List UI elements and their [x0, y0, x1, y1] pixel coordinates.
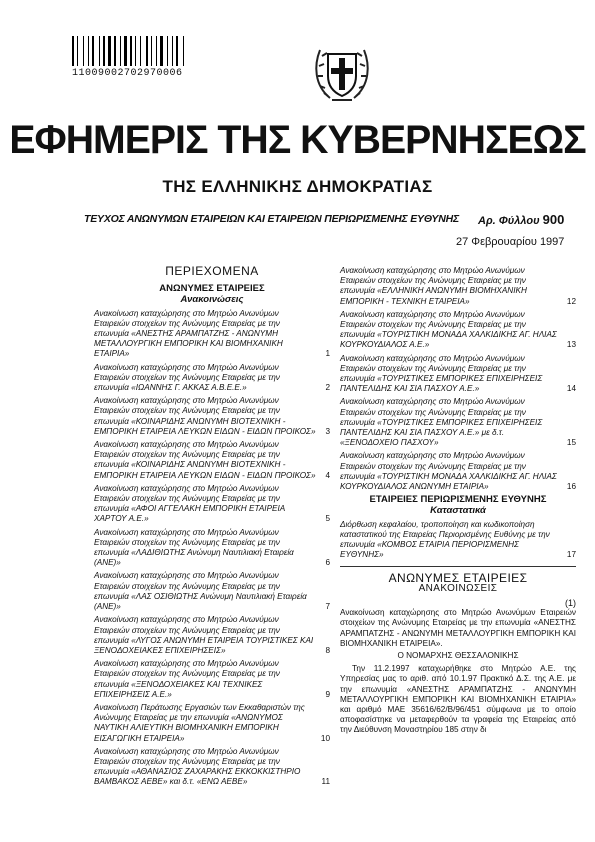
contents-entry-text: Ανακοίνωση καταχώρησης στο Μητρώο Ανωνύμων Εταιρειών στοιχείων της Ανώνυμης Εταιρείας με την επωνυμία «ΤΟΥΡΙΣΤΙΚΕΣ ΕΜΠΟΡΙΚΕΣ ΕΠΙΧΕΙΡΗΣΕΙΣ ΠΑΝΤΕΛΙΔΗΣ ΚΑΙ ΣΙΑ ΠΑΣΧΟΥ Α.Ε.» — [340, 353, 543, 394]
barcode-bar — [153, 36, 155, 66]
barcode-bar — [79, 36, 82, 66]
barcode-bar — [140, 36, 141, 66]
contents-list — [94, 309, 330, 788]
contents-entry-text: Διόρθωση κεφαλαίου, τροποποίηση και κωδικοποίηση καταστατικού της Εταιρείας Περιορισμένης Ευθύνης με την επωνυμία «ΚΟΜΒΟΣ ΕΤΑΙΡΙΑ ΠΕΡΙΟΡΙΣΜΕΝΗΣ ΕΥΘΥΝΗΣ» — [340, 519, 550, 560]
contents-entry-text: Ανακοίνωση Περάτωσης Εργασιών των Εκκαθαριστών της Ανώνυμης Εταιρείας με την επωνυμία «ΑΝΩΝΥΜΟΣ ΝΑΥΤΙΚΗ ΑΛΙΕΥΤΙΚΗ ΒΙΟΜΗΧΑΝΙΚΗ ΕΜΠΟΡΙΚΗ ΕΙΣΑΓΩΓΙΚΗ ΕΤΑΙΡΕΙΑ» — [94, 702, 305, 743]
barcode-bar — [176, 36, 178, 66]
contents-entry — [340, 354, 576, 395]
section2-heading: ΕΤΑΙΡΕΙΕΣ ΠΕΡΙΩΡΙΣΜΕΝΗΣ ΕΥΘΥΝΗΣ — [369, 494, 547, 506]
barcode-bar — [124, 36, 127, 66]
contents-entry — [94, 528, 330, 569]
sheet-number-value: 900 — [542, 212, 565, 227]
contents-entry-page: 10 — [320, 733, 330, 743]
contents-entry-text: Ανακοίνωση καταχώρησης στο Μητρώο Ανωνύμων Εταιρειών στοιχείων της Ανώνυμης Εταιρείας με την επωνυμία «ΕΛΛΗΝΙΚΗ ΑΝΩΝΥΜΗ ΒΙΟΜΗΧΑΝΙΚΗ ΕΜΠΟΡΙΚΗ - ΤΕΧΝΙΚΗ ΕΤΑΙΡΕΙΑ» — [340, 266, 527, 306]
notice-intro: Ανακοίνωση καταχώρησης στο Μητρώο Ανωνύμων Εταιρειών στοιχείων της Ανώνυμης Εταιρείας με την επωνυμία «ΑΝΕΣΤΗΣ ΑΡΑΜΠΑΤΖΗΣ - ΑΝΩΝΥΜΗ ΜΕΤΑΛΛΟΥΡΓΙΚΗ ΕΜΠΟΡΙΚΗ ΚΑΙ ΒΙΟΜΗΧΑΝΙΚΗ ΕΤΑΙΡΕΙΑ». — [340, 608, 576, 648]
contents-entry-page: 17 — [566, 550, 576, 560]
main-subsection-heading: ΑΝΑΚΟΙΝΩΣΕΙΣ — [418, 582, 498, 594]
barcode-bar — [164, 36, 166, 66]
barcode-bar — [179, 36, 182, 66]
barcode — [72, 36, 212, 66]
contents-entry-text: Ανακοίνωση καταχώρησης στο Μητρώο Ανωνύμων Εταιρειών στοιχείων της Ανώνυμης Εταιρείας με την επωνυμία «ΛΥΓΟΣ ΑΝΩΝΥΜΗ ΕΤΑΙΡΕΙΑ ΤΟΥΡΙΣΤΙΚΕΣ ΚΑΙ ΞΕΝΟΔΟΧΕΙΑΚΕΣ ΕΠΙΧΕΙΡΗΣΕΙΣ» — [94, 615, 314, 655]
barcode-bar — [112, 36, 113, 66]
contents-entry-page: 2 — [325, 383, 330, 393]
contents-entry-page: 9 — [325, 689, 330, 699]
sheet-label: Αρ. Φύλλου — [478, 215, 540, 227]
contents-entry — [94, 659, 330, 700]
contents-entry-page: 4 — [325, 470, 330, 480]
barcode-bar — [135, 36, 136, 66]
contents-list-continued — [340, 266, 576, 492]
barcode-bar — [174, 36, 175, 66]
barcode-bar — [146, 36, 148, 66]
subsection2-heading: Καταστατικά — [430, 505, 486, 517]
contents-entry-text: Ανακοίνωση καταχώρησης στο Μητρώο Ανωνύμων Εταιρειών στοιχείων της Ανώνυμης Εταιρείας με την επωνυμία «ΤΟΥΡΙΣΤΙΚΕΣ ΕΜΠΟΡΙΚΕΣ ΕΠΙΧΕΙΡΗΣΕΙΣ ΠΑΝΤΕΛΙΔΗΣ ΚΑΙ ΣΙΑ ΠΑΣΧΟΥ Α.Ε.» με δ.τ. «ΞΕΝΟΔΟΧΕΙΟ ΠΑΣΧΟΥ» — [340, 397, 543, 448]
barcode-bar — [142, 36, 145, 66]
subsection-heading: Ανακοινώσεις — [180, 294, 244, 306]
barcode-bar — [167, 36, 168, 66]
contents-entry — [94, 615, 330, 656]
barcode-bar — [108, 36, 111, 66]
barcode-bar — [83, 36, 84, 66]
barcode-bar — [158, 36, 159, 66]
barcode-bar — [99, 36, 100, 66]
contents-entry-page: 1 — [325, 349, 330, 359]
barcode-bar — [172, 36, 173, 66]
barcode-bar — [151, 36, 152, 66]
notice-body: Την 11.2.1997 καταχωρήθηκε στο Μητρώο Α.Ε. της Υπηρεσίας μας το αριθ. από 10.1.97 Πρακτικό Δ.Σ. της Α.Ε. με την επωνυμία «ΑΝΕΣΤΗΣ ΑΡΑΜΠΑΤΖΗΣ - ΑΝΩΝΥΜΗ ΜΕΤΑΛΛΟΥΡΓΙΚΗ ΕΜΠΟΡΙΚΗ ΚΑΙ ΒΙΟΜΗΧΑΝΙΚΗ ΕΤΑΙΡΙΑ» και αριθμό ΜΑΕ 35616/62/Β/96/451 σύμφωνα με το οποίο αποφασίστηκε να μεταφερθούν τα γραφεία της Εταιρείας από την Διεύθυνση Μοναστηρίου 185 στην δι — [340, 664, 576, 735]
barcode-bar — [90, 36, 91, 66]
section-heading: ΑΝΩΝΥΜΕΣ ΕΤΑΙΡΕΙΕΣ — [159, 283, 265, 295]
contents-entry-text: Ανακοίνωση καταχώρησης στο Μητρώο Ανωνύμων Εταιρειών στοιχείων της Ανώνυμης Εταιρείας με την επωνυμία «ΚΟΙΝΑΡΙΔΗΣ ΑΝΩΝΥΜΗ ΒΙΟΤΕΧΝΙΚΗ - ΕΜΠΟΡΙΚΗ ΕΤΑΙΡΕΙΑ ΛΕΥΚΩΝ ΕΙΔΩΝ - ΕΙΔΩΝ ΠΡΟΙΚΟΣ» — [94, 396, 316, 436]
contents-entry-text: Ανακοίνωση καταχώρησης στο Μητρώο Ανωνύμων Εταιρειών στοιχείων της Ανώνυμης Εταιρείας με την επωνυμία «ΚΟΙΝΑΡΙΔΗΣ ΑΝΩΝΥΜΗ ΒΙΟΤΕΧΝΙΚΗ - ΕΜΠΟΡΙΚΗ ΕΤΑΙΡΕΙΑ ΛΕΥΚΩΝ ΕΙΔΩΝ - ΕΙΔΩΝ ΠΡΟΙΚΟΣ» — [94, 440, 316, 480]
contents-entry-text: Ανακοίνωση καταχώρησης στο Μητρώο Ανωνύμων Εταιρειών στοιχείων της Ανώνυμης Εταιρείας με την επωνυμία «ΛΑΣ ΟΣΙΘΙΩΤΗΣ Ανώνυμη Ναυτιλιακή Εταιρεία (ΑΝΕ)» — [94, 571, 307, 612]
contents-entry — [94, 703, 330, 744]
barcode-bar — [169, 36, 171, 66]
barcode-bar — [92, 36, 94, 66]
barcode-bar — [103, 36, 105, 66]
contents-entry-page: 6 — [325, 558, 330, 568]
barcode-bar — [117, 36, 119, 66]
contents-entry-text: Ανακοίνωση καταχώρησης στο Μητρώο Ανωνύμων Εταιρειών στοιχείων της Ανώνυμης Εταιρείας με την επωνυμία «ΤΟΥΡΙΣΤΙΚΗ ΜΟΝΑΔΑ ΧΑΛΚΙΔΙΚΗΣ ΑΓ. ΗΛΙΑΣ ΚΟΥΡΚΟΥΔΙΑΛΟΣ Α.Ε.» — [340, 309, 557, 350]
barcode-bar — [101, 36, 102, 66]
barcode-bar — [130, 36, 132, 66]
barcode-bar — [149, 36, 150, 66]
barcode-bar — [137, 36, 139, 66]
contents-entry — [94, 309, 330, 360]
barcode-bar — [77, 36, 78, 66]
gazette-subtitle: ΤΗΣ ΕΛΛΗΝΙΚΗΣ ΔΗΜΟΚΡΑΤΙΑΣ — [162, 177, 433, 196]
barcode-bar — [72, 36, 74, 66]
issue-type: ΤΕΥΧΟΣ ΑΝΩΝΥΜΩΝ ΕΤΑΙΡΕΙΩΝ ΚΑΙ ΕΤΑΙΡΕΙΩΝ ΠΕΡΙΩΡΙΣΜΕΝΗΣ ΕΥΘΥΝΗΣ — [84, 213, 459, 225]
barcode-bar — [133, 36, 134, 66]
contents-entry-text: Ανακοίνωση καταχώρησης στο Μητρώο Ανωνύμων Εταιρειών στοιχείων της Ανώνυμης Εταιρείας με την επωνυμία «ΛΑΔΙΘΙΩΤΗΣ Ανώνυμη Ναυτιλιακή Εταιρεία (ΑΝΕ)» — [94, 527, 294, 568]
barcode-bar — [75, 36, 76, 66]
contents-entry-page: 13 — [566, 340, 576, 350]
barcode-bar — [114, 36, 116, 66]
contents-entry-page: 11 — [321, 777, 330, 787]
greek-coat-of-arms-emblem — [312, 40, 372, 106]
barcode-bar — [128, 36, 129, 66]
contents-entry — [94, 747, 330, 788]
contents-entry — [94, 484, 330, 525]
contents-entry — [94, 396, 330, 437]
barcode-bar — [106, 36, 107, 66]
notice-number: (1) — [565, 597, 576, 608]
contents-entry-page: 14 — [566, 384, 576, 394]
contents-heading: ΠΕΡΙΕΧΟΜΕΝΑ — [165, 264, 259, 278]
left-column — [94, 266, 330, 791]
contents-entry-page: 5 — [325, 514, 330, 524]
barcode-number: 11009002702970006 — [72, 68, 183, 79]
barcode-bar — [88, 36, 89, 66]
contents-entry-text: Ανακοίνωση καταχώρησης στο Μητρώο Ανωνύμων Εταιρειών στοιχείων της Ανώνυμης Εταιρείας με την επωνυμία «ΤΟΥΡΙΣΤΙΚΗ ΜΟΝΑΔΑ ΧΑΛΚΙΔΙΚΗΣ ΑΓ. ΗΛΙΑΣ ΚΟΥΡΚΟΥΔΙΑΛΟΣ ΑΝΩΝΥΜΗ ΕΤΑΙΡΙΑ» — [340, 451, 557, 492]
contents-entry-text: Ανακοίνωση καταχώρησης στο Μητρώο Ανωνύμων Εταιρειών στοιχείων της Ανώνυμης Εταιρείας με την επωνυμία «ΑΘΑΝΑΣΙΟΣ ΖΑΧΑΡΑΚΗΣ ΕΚΚΟΚΚΙΣΤΗΡΙΟ ΒΑΜΒΑΚΟΣ ΑΕΒΕ» και δ.τ. «ΕΝΩ ΑΕΒΕ» — [94, 746, 301, 787]
barcode-bar — [183, 36, 184, 66]
contents-entry — [340, 451, 576, 492]
contents-entry-page: 15 — [566, 438, 576, 448]
barcode-bar — [122, 36, 123, 66]
barcode-bar — [120, 36, 121, 66]
divider — [340, 566, 576, 567]
contents-entry — [340, 310, 576, 351]
contents-entry-text: Ανακοίνωση καταχώρησης στο Μητρώο Ανωνύμων Εταιρειών στοιχείων της Ανώνυμης Εταιρείας με την επωνυμία «ΑΝΕΣΤΗΣ ΑΡΑΜΠΑΤΖΗΣ - ΑΝΩΝΥΜΗ ΜΕΤΑΛΛΟΥΡΓΙΚΗ ΕΜΠΟΡΙΚΗ ΚΑΙ ΒΙΟΜΗΧΑΝΙΚΗ ΕΤΑΙΡΙΑ» — [94, 308, 283, 359]
contents-entry — [94, 571, 330, 612]
contents-entry — [94, 440, 330, 481]
contents-entry-page: 3 — [325, 426, 330, 436]
sheet-number — [478, 212, 564, 227]
contents-entry — [340, 397, 576, 448]
contents-entry-text: Ανακοίνωση καταχώρησης στο Μητρώο Ανωνύμων Εταιρειών στοιχείων της Ανώνυμης Εταιρείας με την επωνυμία «ΙΩΑΝΝΗΣ Γ. ΑΚΚΑΣ Α.Β.Ε.Ε.» — [94, 362, 280, 393]
gazette-title: ΕΦΗΜΕΡΙΣ ΤΗΣ ΚΥΒΕΡΝΗΣΕΩΣ — [9, 118, 586, 162]
contents-entry-page: 8 — [325, 645, 330, 655]
issue-date: 27 Φεβρουαρίου 1997 — [456, 236, 565, 248]
contents-entry-page: 7 — [325, 602, 330, 612]
barcode-bar — [95, 36, 98, 66]
notice-authority: Ο ΝΟΜΑΡΧΗΣ ΘΕΣΣΑΛΟΝΙΚΗΣ — [397, 650, 519, 660]
barcode-bar — [160, 36, 163, 66]
contents-entry — [94, 363, 330, 394]
barcode-bar — [185, 36, 186, 66]
contents-entry — [340, 520, 576, 561]
contents-entry-page: 16 — [566, 482, 576, 492]
contents-entry-text: Ανακοίνωση καταχώρησης στο Μητρώο Ανωνύμων Εταιρειών στοιχείων της Ανώνυμης Εταιρείας με την επωνυμία «ΑΦΟΙ ΑΓΓΕΛΑΚΗ ΕΜΠΟΡΙΚΗ ΕΤΑΙΡΕΙΑ ΧΑΡΤΟΥ Α.Ε.» — [94, 483, 285, 524]
contents-entry-text: Ανακοίνωση καταχώρησης στο Μητρώο Ανωνύμων Εταιρειών στοιχείων της Ανώνυμης Εταιρείας με την επωνυμία «ΞΕΝΟΔΟΧΕΙΑΚΕΣ ΚΑΙ ΤΕΧΝΙΚΕΣ ΕΠΙΧΕΙΡΗΣΕΙΣ Α.Ε.» — [94, 659, 280, 699]
barcode-bar — [85, 36, 87, 66]
contents-list-llc — [340, 520, 576, 561]
barcode-bar — [156, 36, 157, 66]
contents-entry-page: 12 — [566, 296, 576, 306]
right-column — [340, 266, 576, 736]
main-section-heading: ΑΝΩΝΥΜΕΣ ΕΤΑΙΡΕΙΕΣ — [388, 571, 528, 586]
contents-entry — [340, 266, 576, 307]
